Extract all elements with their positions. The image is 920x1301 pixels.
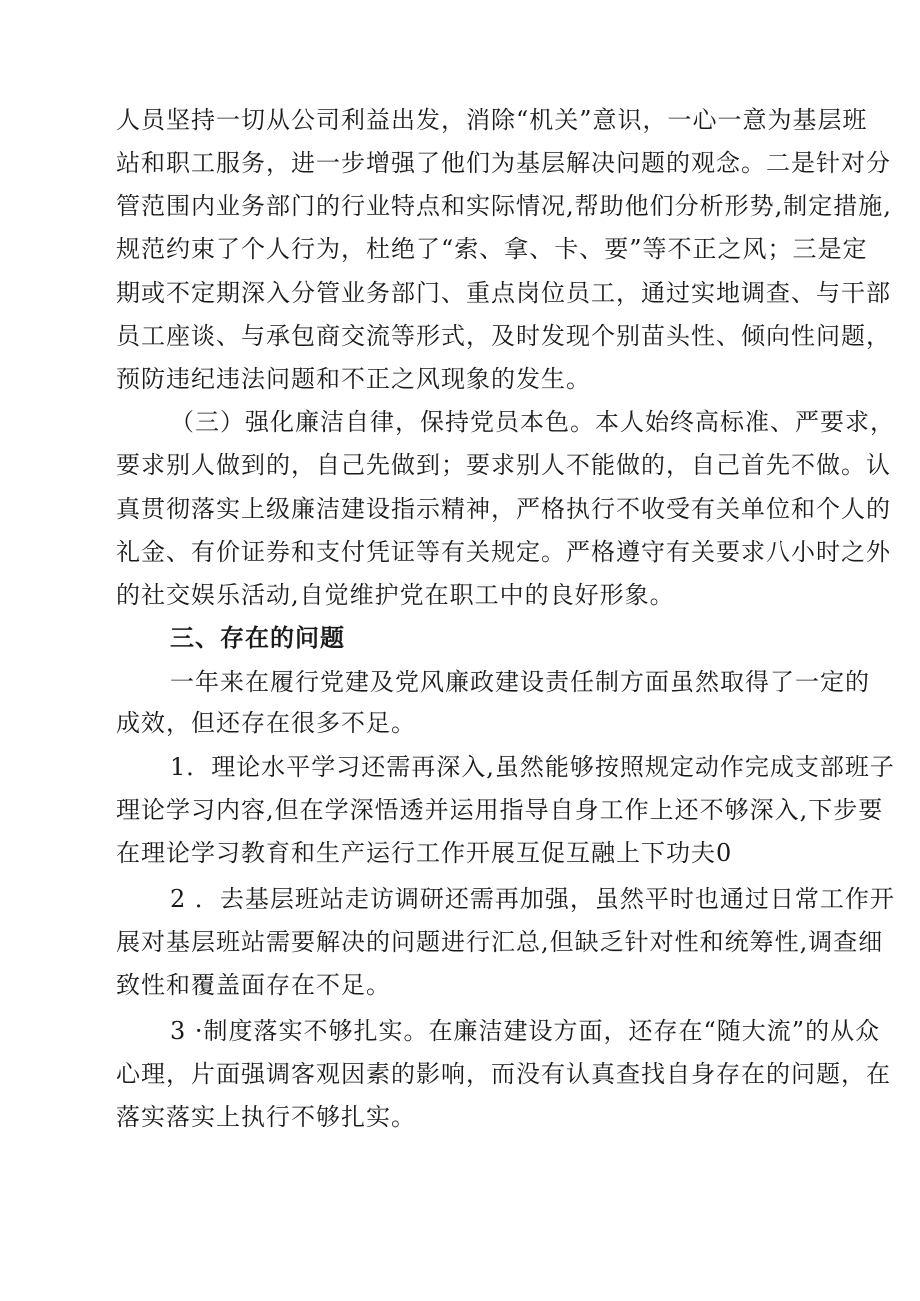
text-line: 的社交娱乐活动,自觉维护党在职工中的良好形象。 xyxy=(116,581,675,609)
text-line: 致性和覆盖面存在不足。 xyxy=(116,971,391,999)
text-line: 管范围内业务部门的行业特点和实际情况,帮助他们分析形势,制定措施, xyxy=(116,192,892,220)
text-line: 站和职工服务，进一步增强了他们为基层解决问题的观念。二是针对分 xyxy=(116,149,891,177)
section-heading: 三、存在的问题 xyxy=(170,624,345,652)
text-line: 理论学习内容,但在学深悟透并运用指导自身工作上还不够深入,下步要 xyxy=(116,796,884,824)
text-line: 真贯彻落实上级廉洁建设指示精神，严格执行不收受有关单位和个人的 xyxy=(116,495,891,523)
text-line: 落实落实上执行不够扎实。 xyxy=(116,1103,416,1131)
text-line: 规范约束了个人行为，杜绝了“索、拿、卡、要”等不正之风；三是定 xyxy=(116,235,868,263)
text-line: 礼金、有价证券和支付凭证等有关规定。严格遵守有关要求八小时之外 xyxy=(116,538,891,566)
text-line: （三）强化廉洁自律，保持党员本色。本人始终高标准、严要求， xyxy=(170,408,895,436)
text-line: 期或不定期深入分管业务部门、重点岗位员工，通过实地调查、与干部 xyxy=(116,279,891,307)
text-line: 要求别人做到的，自己先做到；要求别人不能做的，自己首先不做。认 xyxy=(116,451,891,479)
text-line: 2 ．去基层班站走访调研还需再加强，虽然平时也通过日常工作开 xyxy=(170,885,895,913)
text-line: 员工座谈、与承包商交流等形式，及时发现个别苗头性、倾向性问题， xyxy=(116,322,891,350)
text-line: 预防违纪违法问题和不正之风现象的发生。 xyxy=(116,365,591,393)
text-line: 1．理论水平学习还需再深入,虽然能够按照规定动作完成支部班子 xyxy=(170,753,895,781)
text-line: 人员坚持一切从公司利益出发，消除“机关”意识，一心一意为基层班 xyxy=(116,106,868,134)
text-line: 心理，片面强调客观因素的影响，而没有认真查找自身存在的问题，在 xyxy=(116,1060,891,1088)
text-line: 展对基层班站需要解决的问题进行汇总,但缺乏针对性和统筹性,调查细 xyxy=(116,928,884,956)
text-line: 在理论学习教育和生产运行工作开展互促互融上下功夫0 xyxy=(116,839,733,867)
text-line: 一年来在履行党建及党风廉政建设责任制方面虽然取得了一定的 xyxy=(170,668,870,696)
text-line: 3 ·制度落实不够扎实。在廉洁建设方面，还存在“随大流”的从众 xyxy=(170,1017,881,1045)
text-line: 成效，但还存在很多不足。 xyxy=(116,709,416,737)
